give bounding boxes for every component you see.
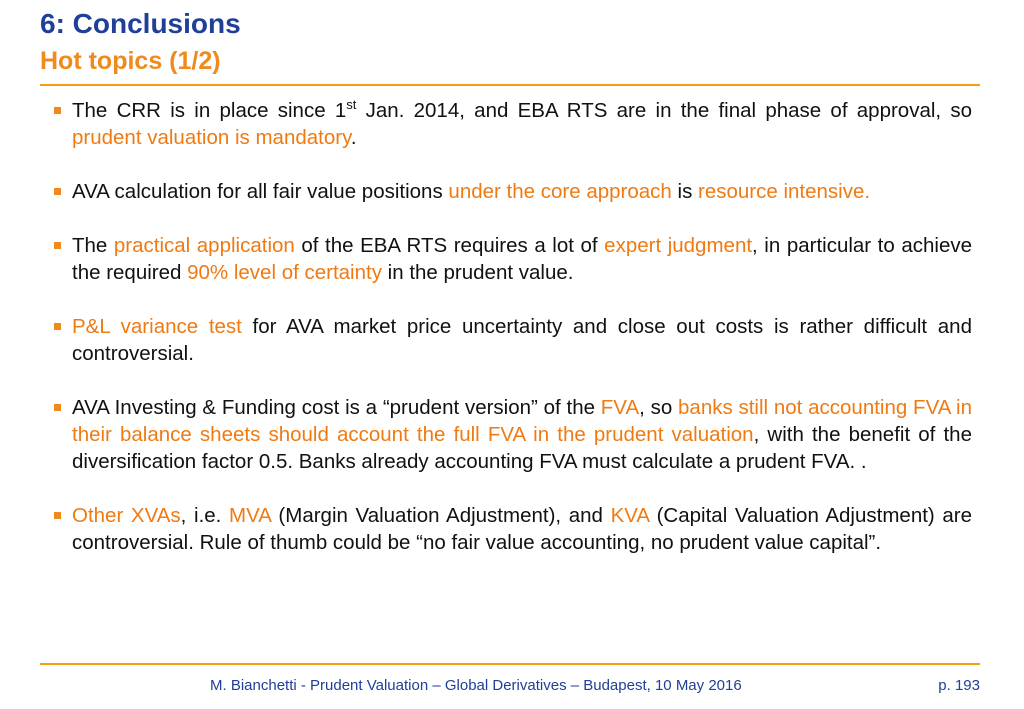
- bullet-text: of the EBA RTS requires a lot of: [294, 234, 605, 257]
- bullet-marker-icon: [54, 107, 61, 114]
- bullet-text: The: [72, 234, 114, 257]
- bullet-text: (Margin Valuation Adjustment), and: [270, 504, 611, 527]
- bullet-marker-icon: [54, 512, 61, 519]
- highlighted-text: practical application: [113, 234, 295, 257]
- highlighted-text: under the core approach: [448, 180, 672, 203]
- highlighted-text: MVA: [229, 504, 271, 527]
- bullet-item: [52, 502, 972, 556]
- bullet-marker-icon: [54, 242, 61, 249]
- bullet-text: Jan. 2014, and EBA RTS are in the final phase of approval, so: [356, 99, 973, 122]
- bullet-item: [52, 97, 972, 151]
- highlighted-text: prudent valuation is mandatory: [72, 126, 351, 149]
- highlighted-text: KVA: [610, 504, 649, 527]
- highlighted-text: 90% level of certainty: [187, 261, 382, 284]
- bullet-item: [52, 313, 972, 367]
- footer-divider: [40, 663, 980, 665]
- bullet-text: The CRR is in place since 1: [72, 99, 347, 122]
- highlighted-text: FVA: [600, 396, 640, 419]
- bullet-text: , so: [639, 396, 679, 419]
- highlighted-text: expert judgment: [604, 234, 753, 257]
- bullet-text: for AVA market price uncertainty and close out costs is rather difficult and controversial.: [72, 315, 972, 365]
- bullet-marker-icon: [54, 188, 61, 195]
- bullet-text: , i.e.: [180, 504, 229, 527]
- bullet-text: in the prudent value.: [381, 261, 574, 284]
- bullet-item: [52, 232, 972, 286]
- bullet-text: , in particular to achieve the required: [72, 234, 972, 284]
- highlighted-text: P&L variance test: [72, 315, 242, 338]
- page-number: p. 193: [938, 677, 980, 694]
- footer-citation: M. Bianchetti - Prudent Valuation – Global Derivatives – Budapest, 10 May 2016: [210, 677, 742, 694]
- highlighted-text: Other XVAs: [72, 504, 181, 527]
- bullet-item: [52, 394, 972, 475]
- bullet-list: [52, 97, 972, 556]
- bullet-text: (Capital Valuation Adjustment) are controversial. Rule of thumb could be “no fair value accounting, no prudent value capital”.: [72, 504, 973, 554]
- page-title: 6: Conclusions: [40, 8, 241, 39]
- bullet-text: , with the benefit of the diversification factor 0.5. Banks already accounting FVA must calculate a prudent FVA. .: [72, 423, 972, 473]
- bullet-text: is: [671, 180, 699, 203]
- bullet-marker-icon: [54, 404, 61, 411]
- header-divider: [40, 84, 980, 86]
- bullet-item: [52, 178, 972, 205]
- highlighted-text: resource intensive.: [698, 180, 871, 203]
- highlighted-text: banks still not accounting FVA in their balance sheets should account the full FVA in the prudent valuation: [72, 396, 972, 446]
- bullet-marker-icon: [54, 323, 61, 330]
- bullet-text: .: [350, 126, 357, 149]
- bullet-text: AVA Investing & Funding cost is a “prudent version” of the: [72, 396, 601, 419]
- bullet-text: AVA calculation for all fair value positions: [72, 180, 449, 203]
- page-subtitle: Hot topics (1/2): [40, 47, 221, 75]
- bullet-text: st: [346, 97, 357, 113]
